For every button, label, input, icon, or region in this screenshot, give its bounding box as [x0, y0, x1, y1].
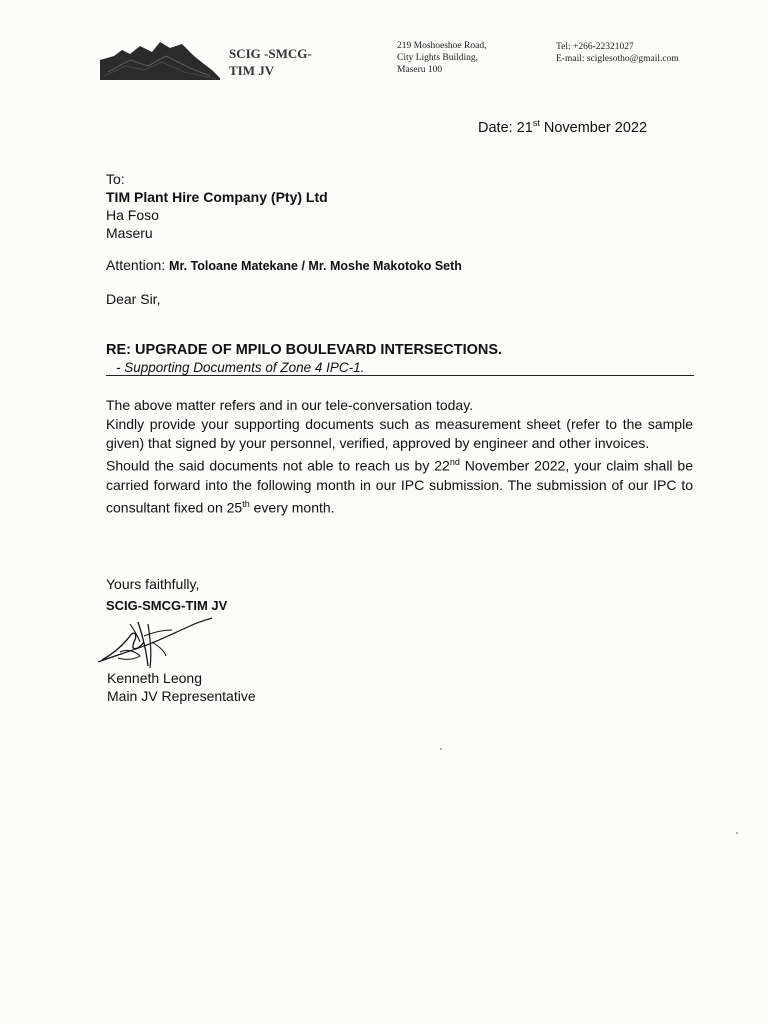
recipient-company: TIM Plant Hire Company (Pty) Ltd	[106, 189, 328, 205]
company-logo	[100, 38, 220, 82]
valediction: Yours faithfully,	[106, 576, 200, 592]
handwritten-signature	[94, 612, 218, 676]
recipient-block	[106, 170, 328, 242]
attention-label: Attention:	[106, 257, 170, 273]
signatory-name: Kenneth Leong	[107, 670, 202, 686]
signature-company: SCIG-SMCG-TIM JV	[106, 598, 228, 613]
signatory	[107, 669, 256, 705]
email: E-mail: sciglesotho@gmail.com	[556, 54, 679, 64]
date-ordinal: st	[532, 118, 540, 128]
body-paragraph-1: The above matter refers and in our tele-conversation today.	[106, 397, 474, 413]
date-suffix: November 2022	[539, 119, 648, 136]
to-label: To:	[106, 171, 125, 187]
letterhead-contact	[556, 41, 679, 65]
telephone: Tel: +266-22321027	[556, 42, 634, 52]
subject-subtitle: - Supporting Documents of Zone 4 IPC-1.	[116, 360, 365, 375]
signatory-title: Main JV Representative	[107, 688, 256, 704]
address-line1: 219 Moshoeshoe Road,	[397, 41, 487, 51]
address-line2: City Lights Building,	[397, 53, 479, 63]
address-line3: Maseru 100	[397, 65, 443, 75]
body-p3-ordinal-2: th	[242, 498, 250, 509]
body-p3-part-c: every month.	[249, 499, 335, 516]
letter-date	[478, 118, 647, 136]
body-p3-part-a: Should the said documents not able to reach us by 22	[106, 457, 450, 474]
subject-title: RE: UPGRADE OF MPILO BOULEVARD INTERSECTIONS.	[106, 342, 503, 358]
body-paragraph-2: Kindly provide your supporting documents such as measurement sheet (refer to the sample given) that signed by your personnel, verified, approved by engineer and other invoices.	[106, 416, 693, 451]
recipient-line2: Ha Foso	[106, 207, 159, 223]
scan-speck	[440, 748, 442, 750]
body-p3-part-b: November 2022, your claim shall be carried forward into the following month in our IPC submission. The submission of our IPC to consultant fixed on 25	[106, 457, 693, 516]
company-name-line1: SCIG -SMCG-	[229, 46, 312, 61]
body-p3-ordinal-1: nd	[449, 457, 460, 467]
scan-speck	[736, 832, 738, 834]
body-paragraph-3	[106, 453, 693, 517]
attention-line	[106, 256, 462, 275]
letterhead-address	[397, 40, 486, 76]
letterhead-company-name	[229, 45, 312, 79]
salutation: Dear Sir,	[106, 291, 161, 307]
attention-names: Mr. Toloane Matekane / Mr. Moshe Makotoko Seth	[169, 259, 462, 273]
company-name-line2: TIM JV	[229, 63, 275, 78]
date-prefix: Date: 21	[478, 119, 533, 136]
subject-underline	[106, 375, 694, 376]
recipient-line3: Maseru	[106, 225, 153, 241]
letter-body	[106, 396, 693, 517]
